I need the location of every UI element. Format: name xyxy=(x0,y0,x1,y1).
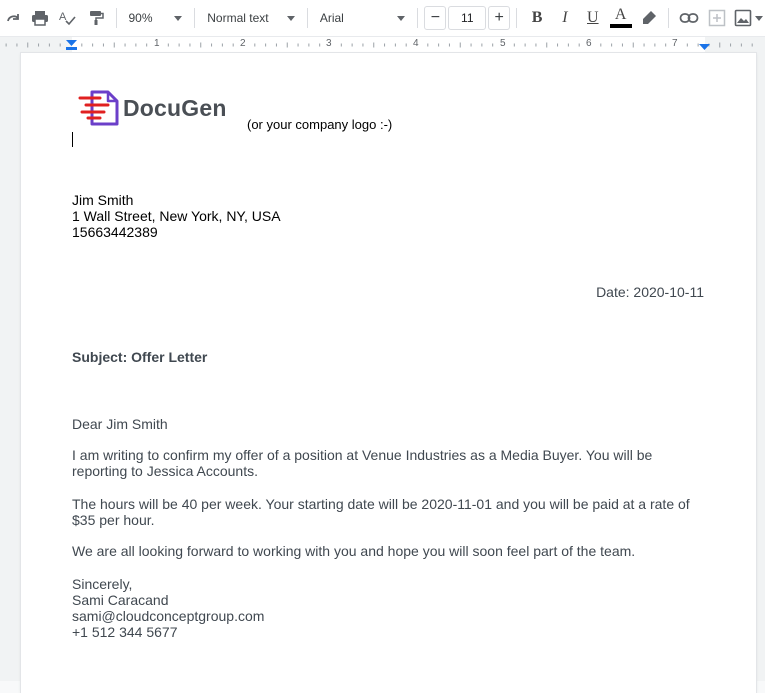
letter-paragraph-3: We are all looking forward to working with you and hope you will soon feel part of the team. xyxy=(72,543,636,559)
recipient-block xyxy=(72,192,281,240)
chevron-down-icon xyxy=(174,16,182,21)
zoom-value: 90% xyxy=(128,11,153,25)
toolbar-divider xyxy=(668,8,669,28)
insert-image-button[interactable] xyxy=(731,4,765,32)
text-color-swatch xyxy=(610,24,632,28)
svg-text:A: A xyxy=(58,11,67,23)
letter-paragraph-1: I am writing to confirm my offer of a position at Venue Industries as a Media Buyer. You will be reporting to Jessica Accounts. xyxy=(72,447,653,479)
recipient-address: 1 Wall Street, New York, NY, USA xyxy=(72,208,281,224)
link-icon[interactable] xyxy=(675,4,703,32)
toolbar xyxy=(0,0,765,36)
signoff-name: Sami Caracand xyxy=(72,592,169,608)
underline-button[interactable]: U xyxy=(587,9,599,26)
chevron-down-icon xyxy=(287,16,295,21)
italic-button[interactable]: I xyxy=(562,9,568,26)
bold-button[interactable]: B xyxy=(531,9,543,26)
spellcheck-icon[interactable] xyxy=(54,4,82,32)
paragraph-style-select[interactable] xyxy=(201,4,301,32)
toolbar-divider xyxy=(307,8,308,28)
ruler-mark-5: 5 xyxy=(500,38,506,49)
toolbar-divider xyxy=(417,8,418,28)
ruler-mark-4: 4 xyxy=(413,38,419,49)
text-color-letter: A xyxy=(614,6,627,23)
signoff-closing: Sincerely, xyxy=(72,576,133,592)
ruler-ticks xyxy=(0,37,765,53)
redo-icon[interactable] xyxy=(0,4,26,32)
left-indent-marker xyxy=(66,47,77,50)
signoff-phone: +1 512 344 5677 xyxy=(72,624,178,640)
paint-format-icon[interactable] xyxy=(82,4,110,32)
chevron-down-icon xyxy=(755,16,763,21)
signoff-email: sami@cloudconceptgroup.com xyxy=(72,608,265,624)
logo-note: (or your company logo :-) xyxy=(247,117,393,132)
decrease-font-size-button[interactable]: − xyxy=(424,6,446,30)
ruler-mark-7: 7 xyxy=(672,38,678,49)
toolbar-divider xyxy=(194,8,195,28)
ruler-mark-2: 2 xyxy=(240,38,246,49)
text-color-button[interactable] xyxy=(607,4,635,32)
font-family-value: Arial xyxy=(319,11,344,25)
recipient-phone: 15663442389 xyxy=(72,224,158,240)
toolbar-divider xyxy=(516,8,517,28)
increase-font-size-button[interactable]: + xyxy=(488,6,510,30)
company-logo xyxy=(78,89,227,127)
letter-date: Date: 2020-10-11 xyxy=(596,284,704,300)
chevron-down-icon xyxy=(397,16,405,21)
letter-greeting: Dear Jim Smith xyxy=(72,416,168,432)
paragraph-style-value: Normal text xyxy=(207,11,269,25)
add-comment-icon[interactable] xyxy=(703,4,731,32)
document-page[interactable] xyxy=(21,53,756,693)
font-family-select[interactable] xyxy=(314,4,412,32)
ruler-mark-6: 6 xyxy=(586,38,592,49)
print-icon[interactable] xyxy=(26,4,54,32)
letter-subject: Subject: Offer Letter xyxy=(72,349,208,365)
ruler-mark-3: 3 xyxy=(326,38,332,49)
letter-paragraph-2: The hours will be 40 per week. Your starting date will be 2020-11-01 and you will be paid at a rate of $35 per hour. xyxy=(72,496,690,528)
ruler-mark-1: 1 xyxy=(154,38,160,49)
recipient-name: Jim Smith xyxy=(72,192,134,208)
logo-wordmark: DocuGen xyxy=(123,94,227,121)
font-size-input[interactable]: 11 xyxy=(448,6,486,30)
zoom-select[interactable] xyxy=(123,4,189,32)
document-canvas xyxy=(0,53,765,681)
text-cursor xyxy=(72,132,73,147)
image-icon xyxy=(734,9,752,27)
highlight-icon[interactable] xyxy=(635,4,663,32)
docugen-logo-icon xyxy=(78,89,120,127)
toolbar-divider xyxy=(116,8,117,28)
signoff-block xyxy=(72,576,264,640)
ruler[interactable] xyxy=(0,36,765,54)
